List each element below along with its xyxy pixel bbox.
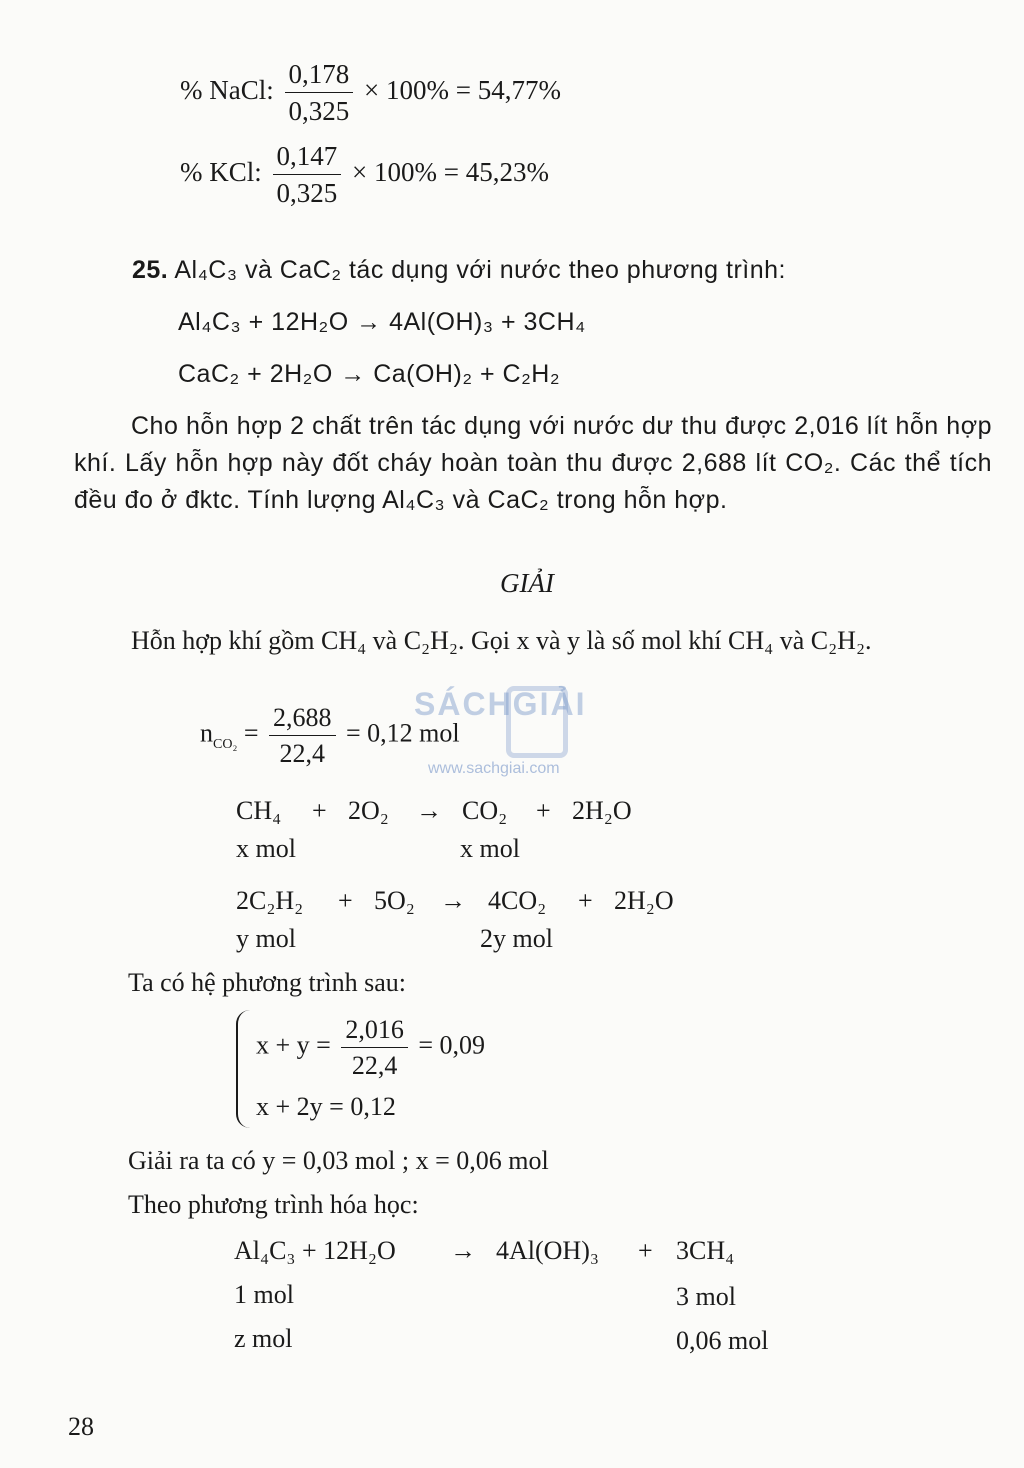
- reaction-2-plus-1: +: [338, 886, 353, 915]
- kcl-result: × 100% = 45,23%: [352, 157, 549, 188]
- system-brace: [236, 1010, 252, 1128]
- reaction-1-b: 2O₂: [348, 796, 389, 825]
- nco2-result: = 0,12 mol: [346, 718, 460, 748]
- reaction-2-b: 5O₂: [374, 886, 415, 915]
- reaction-1-plus-1: +: [312, 796, 327, 825]
- reaction-3-mol-2a: z mol: [234, 1324, 293, 1353]
- watermark-logo: SÁCHGIẢI: [414, 686, 587, 722]
- nacl-denominator: 0,325: [288, 96, 350, 127]
- reaction-3-arrow: →: [450, 1236, 476, 1265]
- reaction-3-c: 4Al(OH)₃: [496, 1236, 599, 1265]
- reaction-1-plus-2: +: [536, 796, 551, 825]
- reaction-3-mol-2b: 0,06 mol: [676, 1326, 769, 1355]
- nco2-subscript: CO₂: [213, 736, 238, 752]
- reaction-3-plus: +: [638, 1236, 653, 1265]
- system-intro: Ta có hệ phương trình sau:: [128, 968, 407, 997]
- solution-title: GIẢI: [500, 568, 554, 598]
- watermark-url: www.sachgiai.com: [428, 760, 560, 777]
- system-eq1-result: = 0,09: [418, 1030, 485, 1060]
- kcl-percent-line: [180, 140, 549, 210]
- reaction-2-mol-c: 2y mol: [480, 924, 553, 953]
- reaction-1-mol-c: x mol: [460, 834, 520, 863]
- problem-number: 25.: [132, 256, 169, 284]
- kcl-numerator: 0,147: [273, 140, 342, 175]
- problem-intro: Al₄C₃ và CaC₂ tác dụng với nước theo phương trình:: [174, 256, 786, 284]
- nacl-numerator: 0,178: [285, 58, 354, 93]
- nco2-equation: $n_{CO_2}$ = $\frac{2,688}{22,4}$ = 0,12 mol: [200, 703, 460, 769]
- nco2-symbol: n: [200, 718, 213, 748]
- reaction-3-d: 3CH₄: [676, 1236, 735, 1265]
- reaction-2-arrow: →: [440, 886, 466, 915]
- reaction-1-a: CH₄: [236, 796, 282, 825]
- nacl-fraction: [285, 58, 354, 128]
- system-eq1-numerator: 2,016: [341, 1014, 408, 1048]
- problem-intro-line: [132, 256, 786, 285]
- by-equation-intro: Theo phương trình hóa học:: [128, 1190, 419, 1219]
- reaction-2-plus-2: +: [578, 886, 593, 915]
- reaction-2-mol-a: y mol: [236, 924, 296, 953]
- solution-intro-text: Hỗn hợp khí gồm CH₄ và C₂H₂. Gọi x và y là số mol khí CH₄ và C₂H₂.: [131, 626, 872, 655]
- nacl-result: × 100% = 54,77%: [364, 75, 561, 106]
- solution-result: Giải ra ta có y = 0,03 mol ; x = 0,06 mol: [128, 1146, 549, 1175]
- kcl-label: % KCl:: [180, 157, 262, 188]
- reaction-1-c: CO₂: [462, 796, 508, 825]
- nacl-label: % NaCl:: [180, 75, 274, 106]
- page-number: 28: [68, 1412, 94, 1441]
- reaction-3-mol-1a: 1 mol: [234, 1280, 294, 1309]
- reaction-2-a: 2C₂H₂: [236, 886, 304, 915]
- reaction-1-d: 2H₂O: [572, 796, 632, 825]
- problem-body: [74, 408, 992, 519]
- problem-equation-2: CaC₂ + 2H₂O → Ca(OH)₂ + C₂H₂: [178, 360, 561, 388]
- nacl-percent-line: [180, 58, 561, 128]
- nco2-fraction: [269, 702, 336, 769]
- system-eq1-denominator: 22,4: [351, 1051, 398, 1081]
- system-equation-2: x + 2y = 0,12: [256, 1092, 396, 1121]
- reaction-2-d: 2H₂O: [614, 886, 674, 915]
- problem-equation-1: Al₄C₃ + 12H₂O → 4Al(OH)₃ + 3CH₄: [178, 308, 586, 336]
- reaction-3-mol-1b: 3 mol: [676, 1282, 736, 1311]
- reaction-2-c: 4CO₂: [488, 886, 547, 915]
- kcl-fraction: [273, 140, 342, 210]
- system-eq1-left: x + y =: [256, 1030, 331, 1060]
- reaction-1-mol-a: x mol: [236, 834, 296, 863]
- system-eq1-fraction: [341, 1014, 408, 1081]
- nco2-numerator: 2,688: [269, 702, 336, 736]
- reaction-1-arrow: →: [416, 796, 442, 825]
- solution-intro: [74, 622, 992, 660]
- system-equation-1: [256, 1014, 485, 1081]
- reaction-3-reactants: Al₄C₃ + 12H₂O: [234, 1236, 396, 1265]
- problem-body-text: Cho hỗn hợp 2 chất trên tác dụng với nước dư thu được 2,016 lít hỗn hợp khí. Lấy hỗn hợp này đốt cháy hoàn toàn thu được 2,688 lít CO₂. Các thể tích đều đo ở đktc. Tính lượng Al₄C₃ và CaC₂ trong hỗn hợp.: [74, 412, 992, 514]
- kcl-denominator: 0,325: [276, 178, 338, 209]
- nco2-denominator: 22,4: [279, 739, 326, 769]
